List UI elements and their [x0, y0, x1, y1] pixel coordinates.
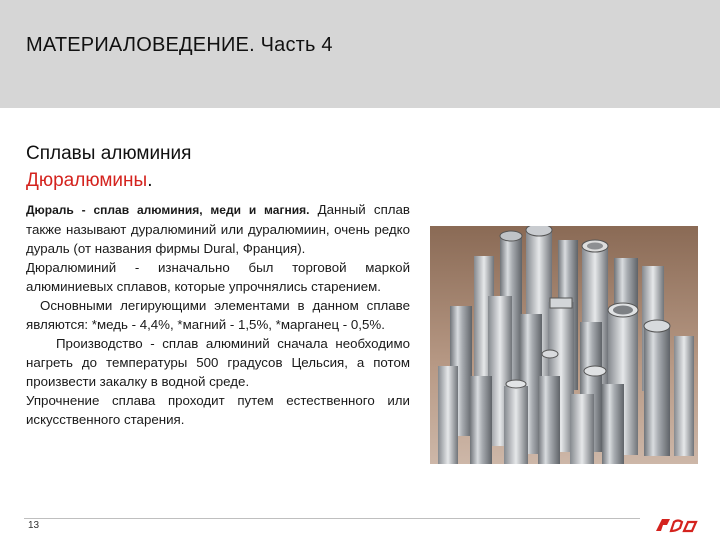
- subtitle-accent: Дюралюмины: [26, 170, 148, 191]
- rzd-logo-icon: [654, 516, 698, 534]
- footer-divider: [24, 518, 640, 519]
- definition-rest: Данный сплав также называют дуралюминий или дуралюмиин, очень редко дураль (от названия фирмы Dural, Франция).: [26, 202, 410, 256]
- subtitle: [26, 170, 152, 192]
- body-text: [26, 200, 410, 429]
- section-title: Сплавы алюминия: [26, 143, 192, 164]
- header-title: МАТЕРИАЛОВЕДЕНИЕ. Часть 4: [26, 34, 333, 56]
- page-number: 13: [28, 520, 40, 531]
- aluminum-profiles-photo: [430, 226, 698, 464]
- subtitle-suffix: .: [147, 170, 153, 191]
- paragraph-3: Основными легирующими элементами в данном сплаве являются: *медь - 4,4%, *магний - 1,5%, *марганец - 0,5%.: [26, 298, 410, 332]
- paragraph-2: Дюралюминий - изначально был торговой маркой алюминиевых сплавов, которые упрочнялись старением.: [26, 260, 410, 294]
- paragraph-4: Производство - сплав алюминий сначала необходимо нагреть до температуры 500 градусов Цельсия, а потом произвести закалку в водной среде.: [26, 336, 410, 389]
- definition-bold: Дюраль - сплав алюминия, меди и магния.: [26, 203, 310, 217]
- paragraph-1: [26, 200, 410, 258]
- header-band: [0, 0, 720, 108]
- paragraph-5: Упрочнение сплава проходит путем естественного или искусственного старения.: [26, 393, 410, 427]
